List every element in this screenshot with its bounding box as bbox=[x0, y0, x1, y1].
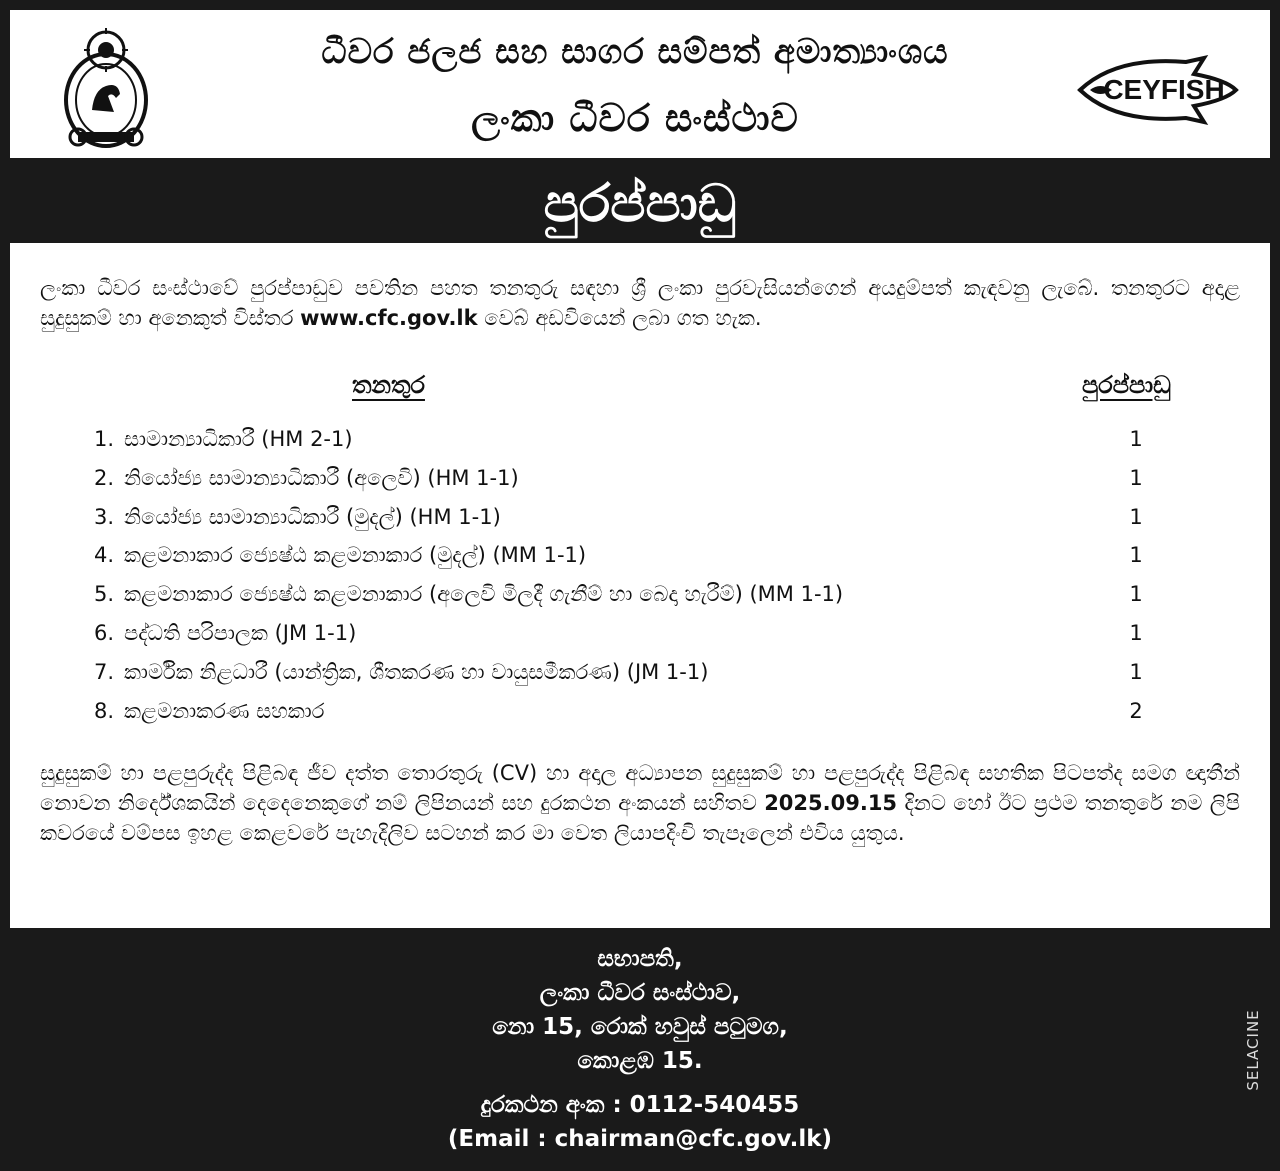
intro-text: ලංකා ධීවර සංස්ථාවේ පුරප්පාඩුව පවතින පහත තනතුරු සඳහා ශ්‍රී ලංකා පුරවැසියන්ගෙන් අයදුම්පත් කැඳවනු ලැබේ. තනතුරට අදාළ සුදුසුකම් හා අනෙකුත් විස්තර bbox=[40, 276, 1240, 330]
website-link[interactable]: www.cfc.gov.lk bbox=[300, 306, 478, 330]
vacancy-title: නියෝජ්‍ය සාමාන්‍යාධිකාරී (මුදල්) (HM 1-1) bbox=[124, 504, 501, 529]
instructions-text: සුදුසුකම් හා පළපුරුද්ද පිළිබඳ ජීව දත්ත තොරතුරු (CV) හා අදාල අධ්‍යාපන සුදුසුකම් හා පළපුරුද්ද පිළිබඳ සහතික පිටපත්ද සමග ඥාතීන් නොවන නිර්දේශකයින් දෙදෙනෙකුගේ නම් ලිපිනයන් සහ දුරකථන අංකයන් සහිතව bbox=[40, 761, 1240, 815]
vacancy-title: කළමනාකාර ජ්‍යෙෂ්ඨ කළමනාකාර (මුදල්) (MM 1-1) bbox=[124, 543, 587, 568]
phone-number: දුරකථන අංක : 0112-540455 bbox=[480, 1092, 800, 1118]
address-line: කොළඹ 15. bbox=[577, 1048, 703, 1074]
vacancy-number: 5. bbox=[93, 582, 114, 607]
vacancy-number: 8. bbox=[93, 698, 114, 723]
ceyfish-logo-icon bbox=[1076, 54, 1240, 126]
vacancy-number: 7. bbox=[93, 659, 114, 684]
vacancy-count: 2 bbox=[1129, 698, 1143, 723]
email-address[interactable]: (Email : chairman@cfc.gov.lk) bbox=[447, 1126, 833, 1152]
vacancy-title: කළමනාකාර ජ්‍යෙෂ්ඨ කළමනාකාර (අලෙවි මිලදී ගැනීම් හා බෙදා හැරීම්) (MM 1-1) bbox=[124, 582, 844, 607]
vacancy-count: 1 bbox=[1129, 427, 1143, 451]
footer bbox=[0, 942, 1280, 1156]
vacancy-count: 1 bbox=[1129, 543, 1143, 568]
position-column-header: තනතුර bbox=[352, 371, 425, 399]
vacancy-number: 4. bbox=[93, 543, 114, 568]
vacancy-row bbox=[70, 423, 1190, 462]
vacancy-number: 3. bbox=[93, 504, 114, 529]
vacancy-count: 1 bbox=[1129, 582, 1143, 607]
agency-mark-text: SELACINE bbox=[1244, 1009, 1262, 1091]
vacancies-column-header: පුරප්පාඩු bbox=[1082, 371, 1171, 399]
state-emblem-icon bbox=[58, 20, 154, 150]
content-panel bbox=[10, 243, 1270, 928]
vacancy-count: 1 bbox=[1129, 620, 1143, 645]
vacancy-title: පද්ධති පරිපාලක (JM 1-1) bbox=[124, 620, 357, 645]
ceyfish-logo-text: CEYFISH bbox=[1103, 74, 1225, 105]
vacancy-number: 2. bbox=[93, 465, 114, 490]
vacancy-list bbox=[70, 423, 1190, 733]
instructions-text-end: දිනට හෝ ඊට ප්‍රථම තනතුරේ නම ලිපි කවරයේ වම්පස ඉහළ කෙළවරේ පැහැදිලිව සටහන් කර මා වෙත ලියාපදිංචි තැපෑලෙන් එවිය යුතුය. bbox=[40, 791, 1240, 845]
header bbox=[10, 10, 1270, 158]
vacancy-row bbox=[70, 695, 1190, 734]
address-line: ලංකා ධීවර සංස්ථාව, bbox=[539, 980, 741, 1006]
vacancy-count: 1 bbox=[1129, 504, 1143, 529]
address-line: නො 15, රොක් හවුස් පටුමග, bbox=[492, 1014, 788, 1040]
instructions-paragraph bbox=[40, 758, 1240, 848]
vacancy-title: නියෝජ්‍ය සාමාන්‍යාධිකාරී (අලෙවි) (HM 1-1) bbox=[124, 465, 519, 490]
closing-date: 2025.09.15 bbox=[764, 791, 898, 815]
vacancy-row bbox=[70, 617, 1190, 656]
ministry-name: ධීවර ජලජ සහ සාගර සම්පත් අමාත්‍යාංශය bbox=[321, 32, 949, 72]
intro-paragraph bbox=[40, 273, 1240, 333]
vacancy-row bbox=[70, 539, 1190, 578]
vacancy-row bbox=[70, 462, 1190, 501]
agency-mark bbox=[1238, 995, 1268, 1105]
vacancy-title: සාමාන්‍යාධිකාරී (HM 2-1) bbox=[124, 427, 353, 451]
vacancy-count: 1 bbox=[1129, 659, 1143, 684]
vacancy-row bbox=[70, 501, 1190, 540]
vacancy-count: 1 bbox=[1129, 465, 1143, 490]
organization-name: ලංකා ධීවර සංස්ථාව bbox=[471, 96, 799, 140]
vacancy-number: 1. bbox=[93, 427, 114, 451]
address-line: සභාපති, bbox=[597, 946, 683, 972]
intro-text-end: වෙබ් අඩවියෙන් ලබා ගත හැක. bbox=[484, 306, 762, 330]
vacancy-row bbox=[70, 656, 1190, 695]
vacancy-number: 6. bbox=[93, 620, 114, 645]
vacancy-row bbox=[70, 578, 1190, 617]
page-title: පුරප්පාඩු bbox=[543, 174, 737, 234]
vacancy-title: කළමනාකරණ සහකාර bbox=[124, 698, 325, 723]
vacancy-title: කාර්මික නිළධාරී (යාන්ත්‍රික, ශීතකරණ හා වායුසමීකරණ) (JM 1-1) bbox=[124, 659, 709, 684]
